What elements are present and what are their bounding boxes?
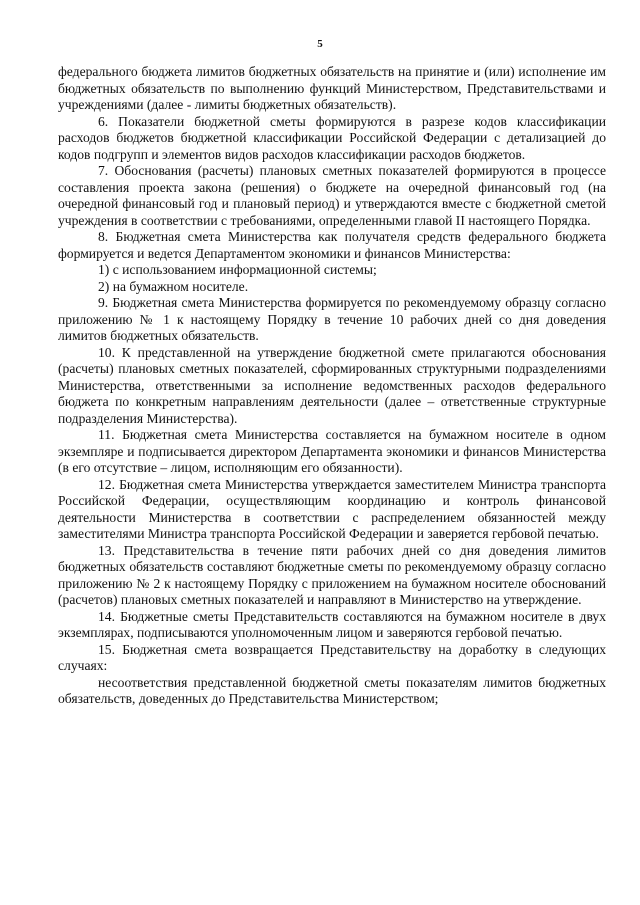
paragraph-9: 9. Бюджетная смета Министерства формируется по рекомендуемому образцу согласно приложению № 1 к настоящему Порядку в течение 10 рабочих дней со дня доведения лимитов бюджетных обязательств.	[58, 295, 606, 343]
paragraph-continuation: федерального бюджета лимитов бюджетных обязательств на принятие и (или) исполнение им бюджетных обязательств по выполнению функций Министерством, Представительствами и учреждениями (далее - лимиты бюджетных обязательств).	[58, 64, 606, 112]
paragraph-14: 14. Бюджетные сметы Представительств составляются на бумажном носителе в двух экземплярах, подписываются уполномоченным лицом и заверяются гербовой печатью.	[58, 608, 606, 640]
paragraph-11: 11. Бюджетная смета Министерства составляется на бумажном носителе в одном экземпляре и подписывается директором Департамента экономики и финансов Министерства (в его отсутствие – лицом, исполняющим его обязанности).	[58, 427, 606, 475]
paragraph-13: 13. Представительства в течение пяти рабочих дней со дня доведения лимитов бюджетных обязательств составляют бюджетные сметы по рекомендуемому образцу согласно приложению № 2 к настоящему Порядку с приложением на бумажном носителе обоснований (расчетов) плановых сметных показателей и направляют в Министерство на утверждение.	[58, 542, 606, 607]
paragraph-6: 6. Показатели бюджетной сметы формируются в разрезе кодов классификации расходов бюджетов бюджетной классификации Российской Федерации с детализацией до кодов подгрупп и элементов видов расходов классификации расходов бюджетов.	[58, 113, 606, 162]
list-item-1: 1) с использованием информационной системы;	[98, 262, 377, 277]
paragraph-15: 15. Бюджетная смета возвращается Представительству на доработку в следующих случаях:	[58, 641, 606, 673]
page-number: 5	[317, 38, 323, 50]
paragraph-8: 8. Бюджетная смета Министерства как получателя средств федерального бюджета формируется и ведется Департаментом экономики и финансов Министерства:	[58, 229, 606, 261]
paragraph-15-case-1: несоответствия представленной бюджетной сметы показателям лимитов бюджетных обязательств, доведенных до Представительства Министерством;	[58, 674, 606, 706]
document-body	[58, 64, 606, 708]
paragraph-7: 7. Обоснования (расчеты) плановых сметных показателей формируются в процессе составления проекта закона (решения) о бюджете на очередной финансовый год (на очередной финансовый год и плановый период) и утверждаются вместе с бюджетной сметой учреждения в соответствии с требованиями, определенными главой II настоящего Порядка.	[58, 163, 606, 228]
paragraph-12: 12. Бюджетная смета Министерства утверждается заместителем Министра транспорта Российской Федерации, осуществляющим координацию и контроль финансовой деятельности Министерства в соответствии с распределением обязанностей между заместителями Министра транспорта Российской Федерации и заверяется гербовой печатью.	[58, 476, 606, 541]
list-item-2: 2) на бумажном носителе.	[98, 278, 249, 294]
paragraph-10: 10. К представленной на утверждение бюджетной смете прилагаются обоснования (расчеты) плановых сметных показателей, сформированных структурными подразделениями Министерства, ответственными за исполнение ведомственных расходов федерального бюджета по конкретным направлениям деятельности (далее – ответственные структурные подразделения Министерства).	[58, 344, 606, 426]
